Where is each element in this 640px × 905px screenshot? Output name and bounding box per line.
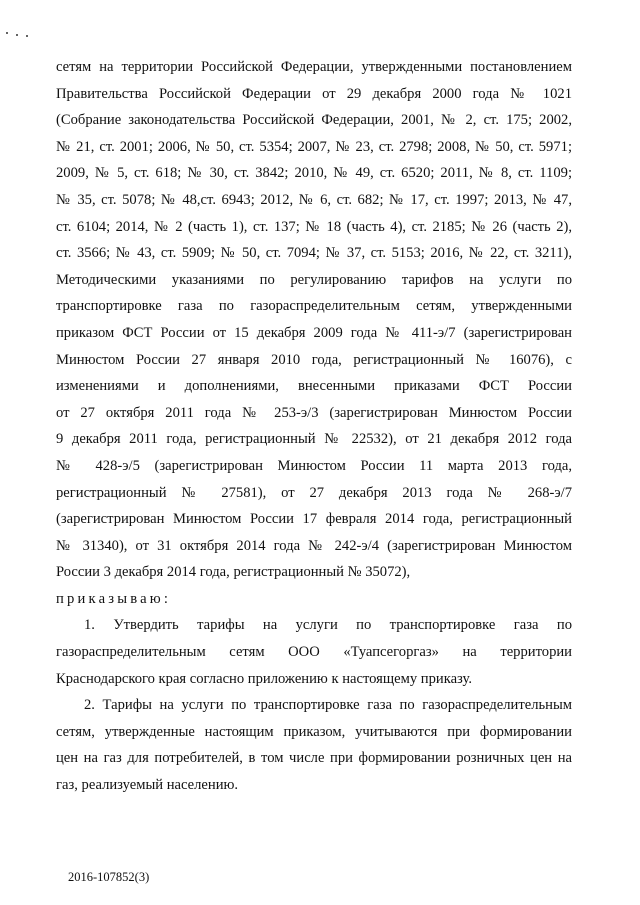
point-2-line: газ, реализуемый населению. <box>56 777 239 794</box>
point-1-line: газораспределительным сетям ООО «Туапсегоргаз» на территории <box>56 644 572 661</box>
point-2-line: сетям, утвержденные настоящим приказом, учитываются при формировании <box>56 723 572 740</box>
body-line: от 27 октября 2011 года № 253-э/3 (зарегистрирован Минюстом России <box>56 404 572 421</box>
body-line: Методическими указаниями по регулированию тарифов на услуги по <box>56 271 572 288</box>
body-line: ст. 3566; № 43, ст. 5909; № 50, ст. 7094; № 37, ст. 5153; 2016, № 22, ст. 3211), <box>56 245 572 262</box>
body-line: сетям на территории Российской Федерации, утвержденными постановлением <box>56 59 572 75</box>
scan-marks <box>6 30 36 38</box>
point-2-line: цен на газ для потребителей, в том числе при формировании розничных цен на <box>56 750 572 767</box>
body-line: № 21, ст. 2001; 2006, № 50, ст. 5354; 2007, № 23, ст. 2798; 2008, № 50, ст. 5971; <box>56 138 572 155</box>
order-word: приказываю: <box>56 590 172 607</box>
body-line: № 35, ст. 5078; № 48,ст. 6943; 2012, № 6, ст. 682; № 17, ст. 1997; 2013, № 47, <box>56 191 572 208</box>
body-line: транспортировке газа по газораспределительным сетям, утвержденными <box>56 298 572 315</box>
scan-dot <box>6 32 8 34</box>
body-line: регистрационный № 27581), от 27 декабря 2013 года № 268-э/7 <box>56 484 572 501</box>
body-line: изменениями и дополнениями, внесенными приказами ФСТ России <box>56 378 572 395</box>
body-line: № 428-э/5 (зарегистрирован Минюстом России 11 марта 2013 года, <box>56 457 572 474</box>
document-body <box>56 54 572 799</box>
body-line: Правительства Российской Федерации от 29 декабря 2000 года № 1021 <box>56 85 572 102</box>
point-1-line: Краснодарского края согласно приложению к настоящему приказу. <box>56 670 472 687</box>
point-1-line: 1. Утвердить тарифы на услуги по транспортировке газа по <box>84 617 572 634</box>
body-line: ст. 6104; 2014, № 2 (часть 1), ст. 137; № 18 (часть 4), ст. 2185; № 26 (часть 2), <box>56 218 572 235</box>
scan-dot <box>26 35 28 37</box>
body-line: России 3 декабря 2014 года, регистрационный № 35072), <box>56 564 411 581</box>
body-line: № 31340), от 31 октября 2014 года № 242-э/4 (зарегистрирован Минюстом <box>56 537 572 554</box>
body-line: (зарегистрирован Минюстом России 17 февраля 2014 года, регистрационный <box>56 511 572 528</box>
document-number: 2016-107852(3) <box>68 870 150 884</box>
point-2-line: 2. Тарифы на услуги по транспортировке газа по газораспределительным <box>84 697 572 714</box>
scan-dot <box>16 34 18 36</box>
body-line: приказом ФСТ России от 15 декабря 2009 года № 411-э/7 (зарегистрирован <box>56 324 572 341</box>
body-line: 9 декабря 2011 года, регистрационный № 22532), от 21 декабря 2012 года <box>56 431 572 448</box>
body-line: 2009, № 5, ст. 618; № 30, ст. 3842; 2010, № 49, ст. 6520; 2011, № 8, ст. 1109; <box>56 165 572 182</box>
body-line: (Собрание законодательства Российской Федерации, 2001, № 2, ст. 175; 2002, <box>56 112 572 129</box>
body-line: Минюстом России 27 января 2010 года, регистрационный № 16076), с <box>56 351 572 368</box>
